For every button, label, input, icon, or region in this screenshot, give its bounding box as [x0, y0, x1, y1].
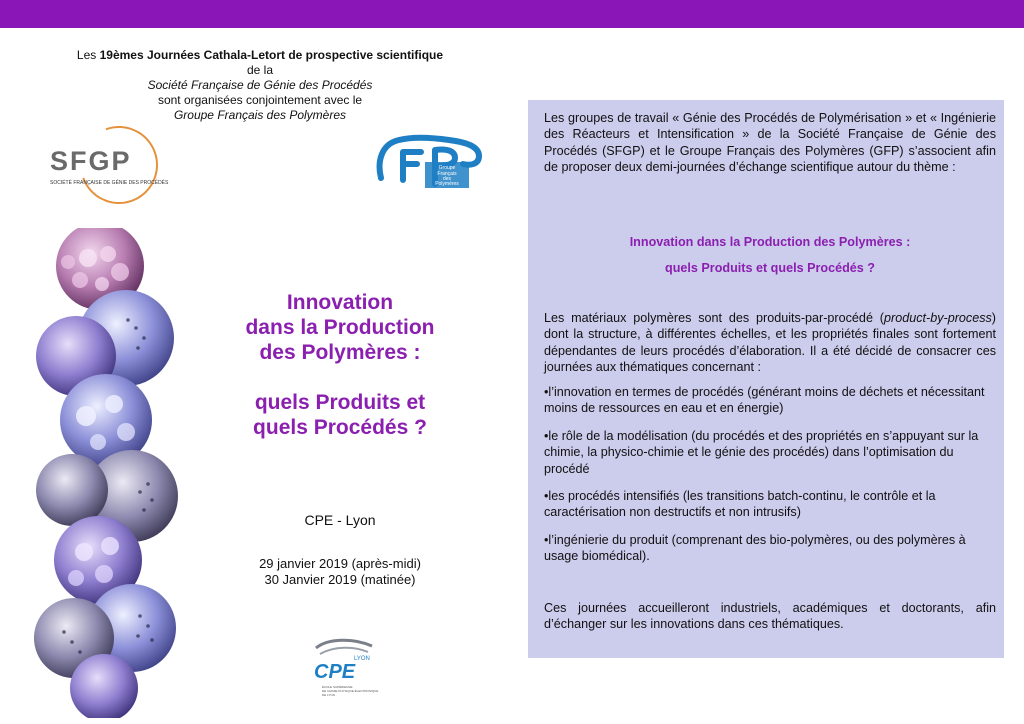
- gfp-logo: [375, 132, 483, 192]
- top-bar: [0, 0, 1024, 28]
- panel-body-em: product-by-process: [884, 311, 992, 325]
- panel-bullet-4: •l’ingénierie du produit (comprenant des bio-polymères, ou des polymères à usage biomédical).: [544, 533, 966, 564]
- panel-bullet-2: •le rôle de la modélisation (du procédés et des propriétés en s’appuyant sur la chimie, la physico-chimie et le génie des procédés) dans l’optimisation du procédé: [544, 429, 979, 476]
- panel-body-post: ) dont la structure, à différentes échelles, et les propriétés finales sont fortement dépendantes de leurs procédés d’élaboration. Il a été décidé de consacrer ces journées aux thématiques concernant :: [544, 311, 996, 374]
- sfgp-subtitle: SOCIÉTÉ FRANÇAISE DE GÉNIE DES PROCÉDÉS: [50, 180, 169, 186]
- title-line-2: dans la Production: [245, 316, 435, 339]
- cpe-logo: [310, 636, 380, 706]
- sfgp-wordmark: SFGP: [50, 146, 132, 176]
- title-gap: [215, 365, 465, 390]
- panel-intro: Les groupes de travail « Génie des Procédés de Polymérisation » et « Ingénierie des Réacteurs et Intensification » de la Société Française de Génie des Procédés (SFGP) et le Groupe Français des Polymères (GFP) s’associent afin de proposer deux demi-journées d’échange scientifique autour du thème :: [544, 111, 996, 174]
- polymer-particles-image: [28, 228, 178, 718]
- intro-line-2: de la: [246, 63, 274, 77]
- title-line-3: des Polymères :: [259, 341, 421, 364]
- cpe-sub-1: ÉCOLE SUPÉRIEURE: [322, 685, 353, 689]
- intro-line-3: Société Française de Génie des Procédés: [147, 78, 373, 92]
- gfp-sub-1: Groupe: [438, 165, 456, 171]
- panel-theme-line-2: quels Produits et quels Procédés ?: [665, 261, 875, 275]
- venue: CPE - Lyon: [304, 512, 376, 528]
- title-line-4: quels Produits et: [254, 391, 426, 414]
- panel-body-pre: Les matériaux polymères sont des produits-par-procédé (: [544, 311, 884, 325]
- cpe-wordmark: CPE: [314, 661, 356, 683]
- gfp-sub-2: Français: [437, 171, 457, 177]
- title-line-5: quels Procédés ?: [253, 416, 427, 439]
- date-2: 30 Janvier 2019 (matinée): [264, 572, 416, 587]
- panel-closing: Ces journées accueilleront industriels, académiques et doctorants, afin d’échanger sur les innovations dans ces thématiques.: [544, 601, 996, 632]
- date-1: 29 janvier 2019 (après-midi): [259, 556, 421, 571]
- sfgp-logo: [48, 130, 168, 196]
- organizer-intro: [40, 48, 480, 123]
- event-name: 19èmes Journées Cathala-Letort de prospective scientifique: [99, 48, 444, 62]
- panel-body: [544, 310, 996, 375]
- event-dates: [220, 556, 460, 588]
- panel-theme-line-1: Innovation dans la Production des Polymères :: [629, 235, 911, 249]
- cpe-sub-2: DE CHIMIE PHYSIQUE ÉLECTRONIQUE: [322, 689, 379, 693]
- title-line-1: Innovation: [286, 291, 394, 314]
- intro-line-5: Groupe Français des Polymères: [173, 108, 347, 122]
- intro-prefix: Les: [76, 48, 100, 62]
- description-panel: [528, 100, 1004, 658]
- intro-line-4: sont organisées conjointement avec le: [157, 93, 363, 107]
- gfp-sub-4: Polymères: [435, 181, 459, 187]
- panel-bullet-3: •les procédés intensifiés (les transitions batch-continu, le contrôle et la caractérisation non destructifs et non intrusifs): [544, 489, 936, 520]
- intro-line-1: [40, 48, 480, 63]
- panel-bullet-1: •l’innovation en termes de procédés (générant moins de déchets et nécessitant moins de ressources en eau et en énergie): [544, 385, 985, 416]
- cpe-lyon: LYON: [354, 656, 370, 662]
- cpe-sub-3: DE LYON: [322, 693, 335, 697]
- event-title: [215, 290, 465, 440]
- gfp-sub-3: des: [442, 176, 452, 182]
